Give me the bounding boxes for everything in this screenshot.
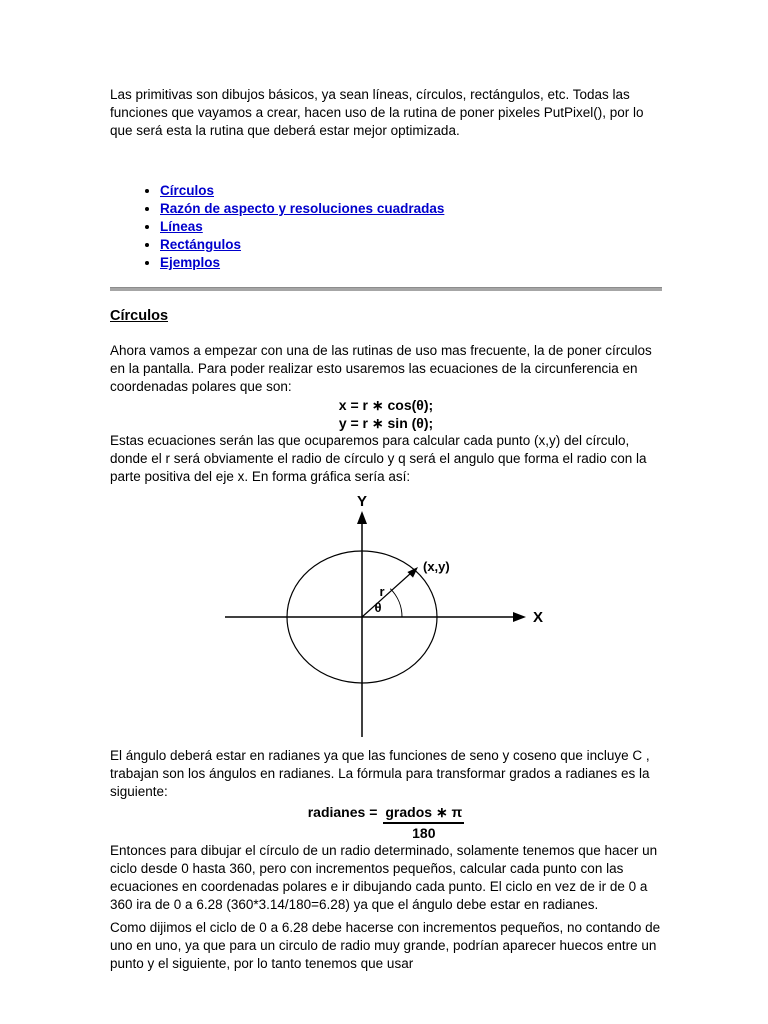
toc-list	[160, 182, 662, 272]
radius-label: r	[379, 584, 385, 599]
section-divider	[110, 287, 662, 291]
paragraph-loop: Entonces para dibujar el círculo de un radio determinado, solamente tenemos que hacer un ciclo desde 0 hasta 360, pero con incrementos pequeños, calcular cada punto con las ecuaciones en coordenadas polares e ir dibujando cada punto. El ciclo en vez de ir de 0 a 360 ira de 0 a 6.28 (360*3.14/180=6.28) ya que el ángulo debe estar en radianes.	[110, 843, 658, 912]
toc-link-rectangulos[interactable]: Rectángulos	[160, 237, 242, 252]
circle-diagram	[222, 492, 558, 747]
theta-label: θ	[374, 600, 382, 615]
toc-link-razon-de-aspecto[interactable]: Razón de aspecto y resoluciones cuadradas	[160, 201, 445, 216]
paragraph-radians: El ángulo deberá estar en radianes ya que las funciones de seno y coseno que incluye C , trabajan son los ángulos en radianes. La fórmula para transformar grados a radianes es la siguiente:	[110, 748, 650, 799]
toc-item	[160, 218, 662, 236]
toc-item	[160, 182, 662, 200]
toc-link-lineas[interactable]: Líneas	[160, 219, 203, 234]
y-axis-label: Y	[356, 493, 368, 510]
equation-y: y = r ∗ sin (θ);	[338, 415, 434, 431]
paragraph-polar-intro: Ahora vamos a empezar con una de las rutinas de uso mas frecuente, la de poner círculos en la pantalla. Para poder realizar esto usaremos las ecuaciones de la circunferencia en coordenadas polares que son:	[110, 343, 652, 394]
polar-equations	[110, 396, 662, 432]
point-label: (x,y)	[423, 559, 450, 574]
toc-item	[160, 254, 662, 272]
intro-paragraph: Las primitivas son dibujos básicos, ya sean líneas, círculos, rectángulos, etc. Todas las funciones que vayamos a crear, hacen uso de la rutina de poner pixeles PutPixel(), por lo que será esta la rutina que deberá estar mejor optimizada.	[110, 87, 644, 138]
formula-denominator: 180	[412, 825, 436, 841]
circle-diagram-figure	[222, 492, 558, 747]
toc-link-ejemplos[interactable]: Ejemplos	[160, 255, 221, 270]
radians-formula	[110, 803, 662, 842]
y-axis-arrowhead	[357, 511, 367, 524]
formula-numerator: grados ∗ π	[383, 803, 464, 824]
toc-item	[160, 236, 662, 254]
paragraph-increments: Como dijimos el ciclo de 0 a 6.28 debe hacerse con incrementos pequeños, no contando de uno en uno, ya que para un circulo de radio muy grande, podrían aparecer huecos entre un punto y el siguiente, por lo tanto tenemos que usar	[110, 920, 661, 971]
section-title: Círculos	[110, 308, 169, 324]
x-axis-arrowhead	[513, 612, 526, 622]
paragraph-equation-explain: Estas ecuaciones serán las que ocuparemos para calcular cada punto (x,y) del círculo, donde el r será obviamente el radio de círculo y q será el angulo que forma el radio con la parte positiva del eje x. En forma gráfica sería así:	[110, 433, 647, 484]
equation-x: x = r ∗ cos(θ);	[338, 397, 434, 413]
toc-link-circulos[interactable]: Círculos	[160, 183, 215, 198]
x-axis-label: X	[533, 609, 544, 626]
formula-lhs: radianes =	[307, 804, 378, 820]
radius-vector	[362, 573, 411, 617]
toc-item	[160, 200, 662, 218]
angle-arc	[390, 589, 402, 617]
